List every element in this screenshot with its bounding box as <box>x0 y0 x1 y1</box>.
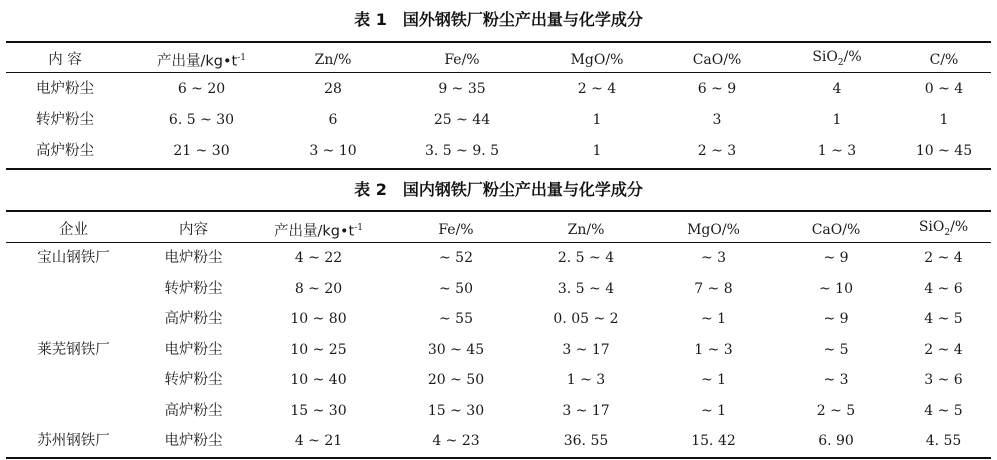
table-cell: 21 ~ 30 <box>173 143 230 159</box>
table-cell: 4 ~ 22 <box>294 250 343 266</box>
table-cell: 1 <box>592 143 602 159</box>
table-cell: 1 <box>592 112 602 128</box>
table-cell: ~ 1 <box>700 311 727 327</box>
table-cell: 电炉粉尘 <box>164 250 223 266</box>
table1-header-cell: SiO$_2$/% <box>812 49 862 68</box>
table-cell: 4 ~ 21 <box>294 433 343 449</box>
table-cell: 2 ~ 4 <box>577 81 617 97</box>
table1-title: 表 1 国外钢铁厂粉尘产出量与化学成分 <box>354 10 643 29</box>
table1-header-cell: CaO/% <box>692 51 742 68</box>
table-cell: 7 ~ 8 <box>694 280 733 297</box>
table-cell: 转炉粉尘 <box>164 372 223 388</box>
table-cell: 0 ~ 4 <box>924 81 964 97</box>
table-cell: ~ 10 <box>819 280 853 297</box>
table-cell: 25 ~ 44 <box>433 112 491 128</box>
table-cell: 6. 90 <box>818 433 854 449</box>
table-cell: 3. 5 ~ 9. 5 <box>424 143 500 159</box>
table-cell: ~ 5 <box>823 341 849 358</box>
table-row <box>6 335 991 366</box>
table-cell: 2 ~ 5 <box>816 402 856 419</box>
table1-header-cell: Fe/% <box>444 51 480 68</box>
table-cell: 3 ~ 10 <box>309 143 357 159</box>
table1-bottom-rule <box>6 168 991 170</box>
table-cell: 15 ~ 30 <box>427 402 485 419</box>
table-cell: 6. 5 ~ 30 <box>168 112 235 128</box>
table-cell: 10 ~ 45 <box>915 143 973 159</box>
table1-header-rule <box>6 72 991 73</box>
table-cell: 高炉粉尘 <box>164 402 223 419</box>
table2-title: 表 2 国内钢铁厂粉尘产出量与化学成分 <box>354 180 643 199</box>
table-cell: 3 <box>712 112 722 128</box>
table-row <box>6 74 991 105</box>
table-cell: 1 ~ 3 <box>694 341 733 358</box>
table-cell: 8 ~ 20 <box>294 280 343 297</box>
table-row <box>6 136 991 167</box>
table-cell: 高炉粉尘 <box>36 143 94 159</box>
table2-body <box>6 243 991 457</box>
table-cell: 28 <box>324 81 342 97</box>
table-row <box>6 274 991 305</box>
table2-header-cell: 企业 <box>59 221 88 238</box>
table-cell: 36. 55 <box>563 433 609 449</box>
table-cell: 3. 5 ~ 4 <box>557 280 615 297</box>
table1-body <box>6 74 991 167</box>
table-cell: 电炉粉尘 <box>164 433 223 449</box>
table1-header-cell: Zn/% <box>314 51 352 68</box>
table2-bottom-rule <box>6 457 991 459</box>
table-cell: 30 ~ 45 <box>427 341 485 358</box>
table-cell: 1 ~ 3 <box>566 372 606 388</box>
table-row <box>6 426 991 457</box>
table-cell: 4 <box>832 81 842 97</box>
table2-header-cell: 内容 <box>179 221 208 238</box>
table-cell: 6 ~ 9 <box>697 81 737 97</box>
table-cell <box>6 365 141 396</box>
table-cell: 莱芜钢铁厂 <box>37 341 110 358</box>
table-row <box>6 396 991 427</box>
table-row <box>6 304 991 335</box>
table-cell: 苏州钢铁厂 <box>37 433 110 449</box>
table-cell: 20 ~ 50 <box>427 372 485 388</box>
table-cell: 1 <box>832 112 842 128</box>
table-cell: ~ 3 <box>823 372 849 388</box>
table-cell: 9 ~ 35 <box>438 81 486 97</box>
table1-header-cell: 内 容 <box>48 51 82 68</box>
table-cell <box>6 396 141 427</box>
table-cell: 15 ~ 30 <box>290 402 347 419</box>
table-cell: ~ 1 <box>700 372 727 388</box>
table-cell: 2 ~ 4 <box>924 341 963 358</box>
table-cell: 转炉粉尘 <box>164 280 223 297</box>
table-cell: 1 <box>939 112 949 128</box>
table2-header-cell: CaO/% <box>811 221 861 238</box>
table2-header-cell: SiO$_2$/% <box>918 219 969 238</box>
table-cell: 10 ~ 40 <box>290 372 347 388</box>
table-cell <box>6 274 141 305</box>
table-row <box>6 105 991 136</box>
table-cell: ~ 9 <box>823 250 849 266</box>
table-cell: 2 ~ 3 <box>697 143 737 159</box>
table-cell: 6 <box>328 112 338 128</box>
table-cell: ~ 3 <box>700 250 727 266</box>
table-cell: 电炉粉尘 <box>36 81 94 97</box>
table-cell: 电炉粉尘 <box>164 341 223 358</box>
table2-header-cell: MgO/% <box>687 221 740 238</box>
table-cell: 宝山钢铁厂 <box>37 250 110 266</box>
table-cell: ~ 52 <box>439 250 473 266</box>
table-cell: 4 ~ 23 <box>432 433 480 449</box>
table-cell: 3 ~ 17 <box>562 341 610 358</box>
table-cell: 1 ~ 3 <box>817 143 857 159</box>
table-cell: 6 ~ 20 <box>177 81 226 97</box>
table1-header-cell: MgO/% <box>570 51 624 68</box>
table-cell: ~ 55 <box>439 311 473 327</box>
table-cell: 高炉粉尘 <box>164 311 223 327</box>
table2-header-cell: 产出量$/kg•t^{-1}$ <box>273 223 363 240</box>
table-cell: 3 ~ 6 <box>924 372 963 388</box>
table-cell <box>6 304 141 335</box>
table1-header-cell: 产出量$/kg•t^{-1}$ <box>156 53 246 70</box>
table-cell: 2. 5 ~ 4 <box>557 250 615 266</box>
table-cell: ~ 1 <box>700 402 727 419</box>
table-cell: 4. 55 <box>925 433 962 449</box>
table-cell: ~ 9 <box>823 311 849 327</box>
table-row <box>6 243 991 274</box>
table2-header-cell: Fe/% <box>438 221 474 238</box>
table-cell: 15. 42 <box>691 433 736 449</box>
table2-header-cell: Zn/% <box>567 221 605 238</box>
table-cell: 3 ~ 17 <box>562 402 610 419</box>
table-cell: 2 ~ 4 <box>924 250 963 266</box>
table-cell: 4 ~ 5 <box>924 402 963 419</box>
table-cell: 0. 05 ~ 2 <box>553 311 619 327</box>
table-cell: 转炉粉尘 <box>36 112 94 128</box>
table1-header-cell: C/% <box>929 51 959 68</box>
table-cell: 4 ~ 5 <box>924 311 963 327</box>
table-cell: 10 ~ 80 <box>290 311 347 327</box>
table-cell: 4 ~ 6 <box>924 280 963 297</box>
table-cell: 10 ~ 25 <box>290 341 347 358</box>
table-cell: ~ 50 <box>439 280 473 297</box>
table-row <box>6 365 991 396</box>
